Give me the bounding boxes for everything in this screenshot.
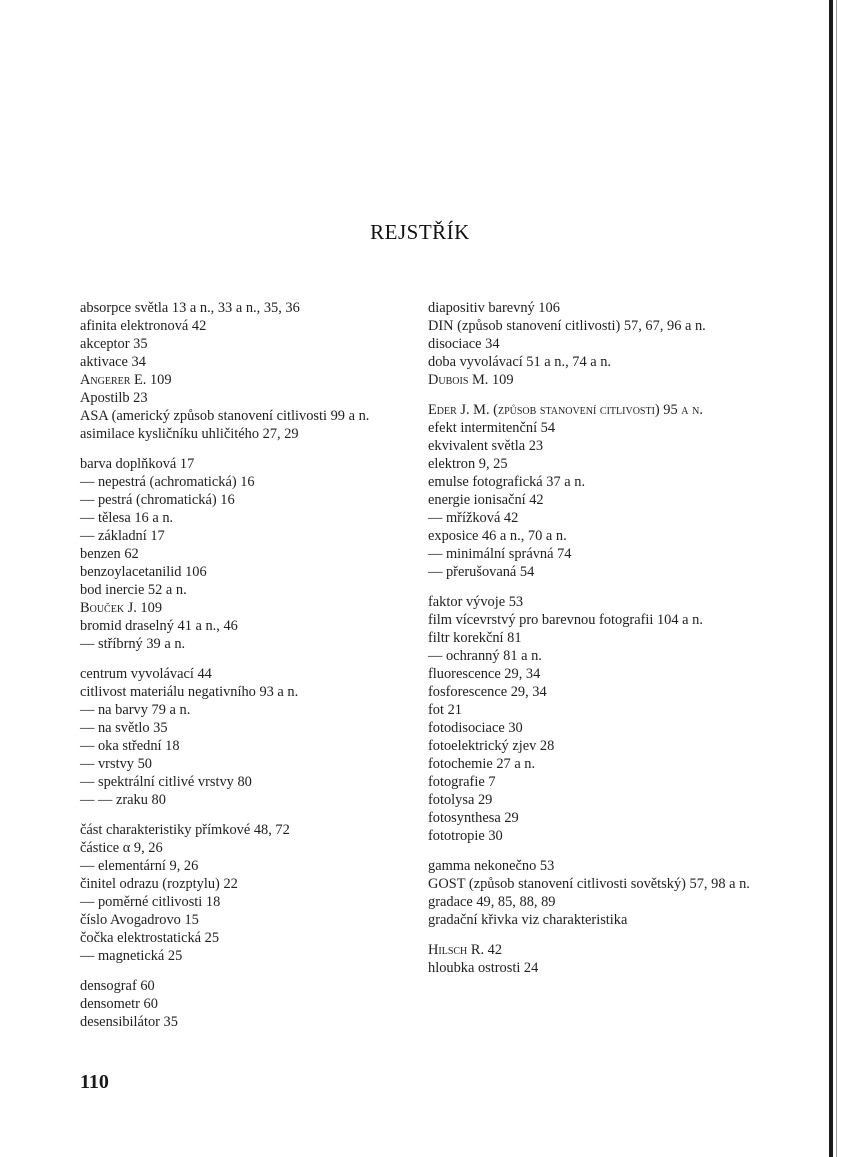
- index-entry: — ochranný 81 a n.: [428, 648, 542, 664]
- index-entry: fot 21: [428, 702, 462, 718]
- index-entry: Apostilb 23: [80, 390, 148, 406]
- index-group-e: [428, 401, 758, 581]
- index-entry: bromid draselný 41 a n., 46: [80, 618, 238, 634]
- index-entry: aktivace 34: [80, 354, 146, 370]
- page-title: REJSTŘÍK: [370, 220, 470, 244]
- index-entry: — tělesa 16 a n.: [80, 510, 174, 526]
- index-entry: — mřížková 42: [428, 510, 519, 526]
- index-entry: efekt intermitenční 54: [428, 420, 556, 436]
- index-entry: Bouček J. 109: [80, 600, 163, 616]
- index-entry: — na světlo 35: [80, 720, 168, 736]
- index-entry: diapositiv barevný 106: [428, 300, 560, 316]
- index-entry: film vícevrstvý pro barevnou fotografii 104 a n.: [428, 612, 703, 628]
- index-entry: bod inercie 52 a n.: [80, 582, 187, 598]
- index-entry: densometr 60: [80, 996, 158, 1012]
- index-entry: DIN (způsob stanovení citlivosti) 57, 67, 96 a n.: [428, 318, 706, 334]
- index-entry: — přerušovaná 54: [428, 564, 535, 580]
- index-entry: — stříbrný 39 a n.: [80, 636, 186, 652]
- page-edge-line: [829, 0, 833, 1157]
- index-group-h: [428, 941, 758, 977]
- index-entry: desensibilátor 35: [80, 1014, 178, 1030]
- index-entry: disociace 34: [428, 336, 500, 352]
- index-entry: fotografie 7: [428, 774, 496, 790]
- index-entry: čočka elektrostatická 25: [80, 930, 220, 946]
- index-entry: ekvivalent světla 23: [428, 438, 544, 454]
- index-entry: — magnetická 25: [80, 948, 183, 964]
- index-entry: GOST (způsob stanovení citlivosti sovětský) 57, 98 a n.: [428, 876, 750, 892]
- index-group-a: [80, 299, 410, 443]
- index-entry: absorpce světla 13 a n., 33 a n., 35, 36: [80, 300, 300, 316]
- index-entry: Eder J. M. (způsob stanovení citlivosti) 95 a n.: [428, 402, 703, 418]
- index-entry: činitel odrazu (rozptylu) 22: [80, 876, 238, 892]
- index-entry: densograf 60: [80, 978, 155, 994]
- index-entry: ASA (americký způsob stanovení citlivosti 99 a n.: [80, 408, 370, 424]
- index-entry: benzoylacetanilid 106: [80, 564, 207, 580]
- index-entry: Hilsch R. 42: [428, 942, 503, 958]
- index-group-d: [80, 977, 410, 1031]
- index-entry: hloubka ostrosti 24: [428, 960, 539, 976]
- index-entry: centrum vyvolávací 44: [80, 666, 212, 682]
- index-entry: fotoelektrický zjev 28: [428, 738, 555, 754]
- index-entry: afinita elektronová 42: [80, 318, 207, 334]
- index-entry: fotochemie 27 a n.: [428, 756, 536, 772]
- index-entry: gradační křivka viz charakteristika: [428, 912, 628, 928]
- index-entry: gradace 49, 85, 88, 89: [428, 894, 556, 910]
- index-entry: doba vyvolávací 51 a n., 74 a n.: [428, 354, 612, 370]
- index-entry: částice α 9, 26: [80, 840, 163, 856]
- index-entry: — poměrné citlivosti 18: [80, 894, 221, 910]
- index-entry: akceptor 35: [80, 336, 148, 352]
- index-entry: — minimální správná 74: [428, 546, 572, 562]
- index-group-c: [80, 665, 410, 809]
- index-group-d-cont: [428, 299, 758, 389]
- index-entry: filtr korekční 81: [428, 630, 522, 646]
- page-edge-shadow: [836, 0, 837, 1157]
- index-entry: exposice 46 a n., 70 a n.: [428, 528, 567, 544]
- index-entry: část charakteristiky přímkové 48, 72: [80, 822, 290, 838]
- index-entry: — elementární 9, 26: [80, 858, 199, 874]
- index-group-b: [80, 455, 410, 653]
- page-number: 110: [80, 1071, 109, 1093]
- index-group-f: [428, 593, 758, 845]
- index-entry: elektron 9, 25: [428, 456, 508, 472]
- index-entry: — nepestrá (achromatická) 16: [80, 474, 255, 490]
- index-group-g: [428, 857, 758, 929]
- index-entry: Dubois M. 109: [428, 372, 514, 388]
- index-entry: citlivost materiálu negativního 93 a n.: [80, 684, 299, 700]
- index-entry: — spektrální citlivé vrstvy 80: [80, 774, 252, 790]
- index-entry: — vrstvy 50: [80, 756, 152, 772]
- index-entry: asimilace kysličníku uhličitého 27, 29: [80, 426, 299, 442]
- index-entry: — — zraku 80: [80, 792, 166, 808]
- index-entry: Angerer E. 109: [80, 372, 172, 388]
- index-column-left: [80, 299, 410, 1043]
- index-entry: — pestrá (chromatická) 16: [80, 492, 235, 508]
- index-entry: fluorescence 29, 34: [428, 666, 541, 682]
- index-entry: faktor vývoje 53: [428, 594, 524, 610]
- index-entry: fotodisociace 30: [428, 720, 523, 736]
- index-entry: barva doplňková 17: [80, 456, 195, 472]
- index-entry: fototropie 30: [428, 828, 503, 844]
- index-entry: — základní 17: [80, 528, 165, 544]
- index-entry: fotosynthesa 29: [428, 810, 519, 826]
- index-entry: emulse fotografická 37 a n.: [428, 474, 586, 490]
- index-entry: energie ionisační 42: [428, 492, 544, 508]
- index-entry: fotolysa 29: [428, 792, 493, 808]
- index-entry: — na barvy 79 a n.: [80, 702, 191, 718]
- index-entry: benzen 62: [80, 546, 139, 562]
- index-column-right: [428, 299, 758, 989]
- index-entry: — oka střední 18: [80, 738, 180, 754]
- index-entry: číslo Avogadrovo 15: [80, 912, 199, 928]
- index-entry: gamma nekonečno 53: [428, 858, 555, 874]
- index-entry: fosforescence 29, 34: [428, 684, 547, 700]
- index-group-cz: [80, 821, 410, 965]
